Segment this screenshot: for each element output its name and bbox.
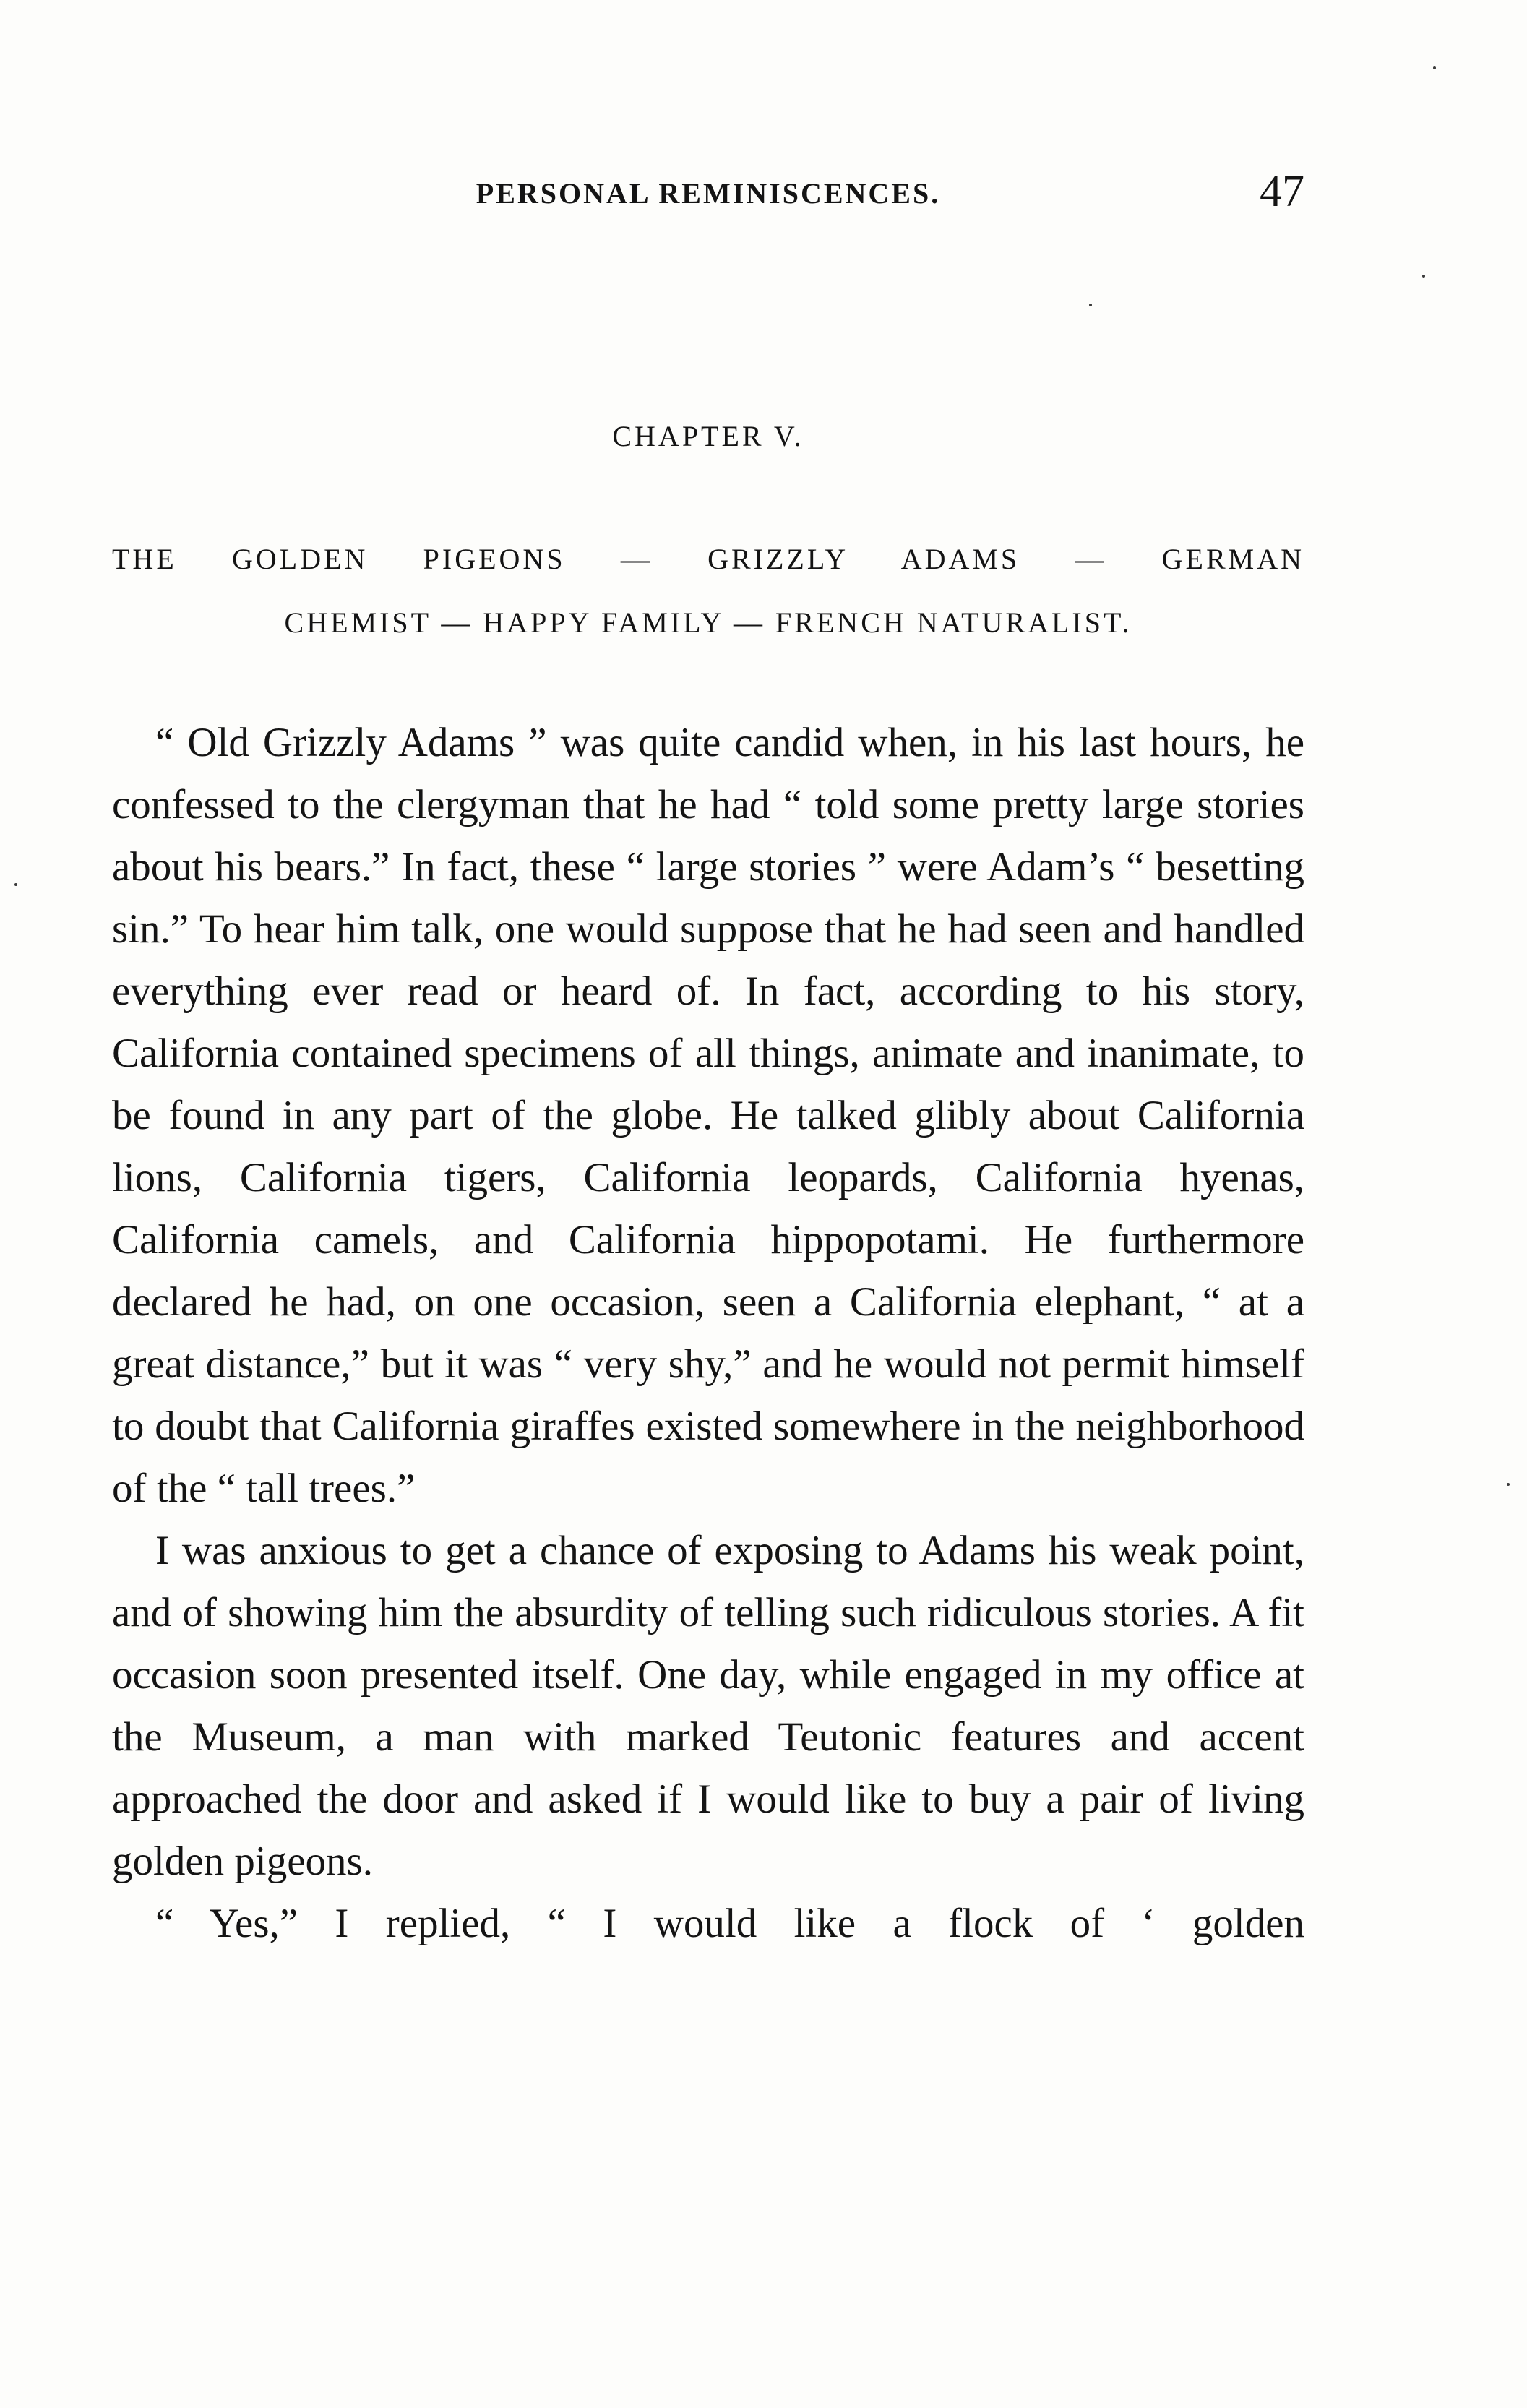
paragraph-2: I was anxious to get a chance of exposing to Adams his weak point, and of showing him the absurdity of telling such ridiculous stories. A fit occasion soon presented itself. One day, while engaged in my office at the Museum, a man with marked Teutonic features and accent approached the door and asked if I would like to buy a pair of living golden pigeons. bbox=[112, 1528, 1304, 1884]
paragraph-3: “ Yes,” I replied, “ I would like a flock of ‘ golden bbox=[155, 1901, 1304, 1946]
print-speck bbox=[1507, 1483, 1510, 1486]
chapter-subtitle-line-2: CHEMIST — HAPPY FAMILY — FRENCH NATURALIST. bbox=[284, 606, 1132, 639]
chapter-subtitle-line-1: THE GOLDEN PIGEONS — GRIZZLY ADAMS — GERMAN bbox=[112, 543, 1304, 575]
print-speck bbox=[14, 883, 17, 886]
print-speck bbox=[1422, 275, 1425, 278]
print-speck bbox=[1433, 66, 1436, 69]
chapter-title: CHAPTER V. bbox=[612, 420, 804, 452]
page-number: 47 bbox=[1260, 167, 1304, 216]
print-speck bbox=[1089, 304, 1092, 306]
body-text bbox=[112, 712, 1304, 1955]
running-head bbox=[112, 166, 1304, 217]
paragraph-1: “ Old Grizzly Adams ” was quite candid when, in his last hours, he confessed to the clergyman that he had “ told some pretty large stories about his bears.” In fact, these “ large stories ” were Adam’s “ besetting sin.” To hear him talk, one would suppose that he had seen and handled everything ever read or heard of. In fact, according to his story, California contained specimens of all things, animate and inanimate, to be found in any part of the globe. He talked glibly about California lions, California tigers, California leopards, California hyenas, California camels, and California hippopotami. He furthermore declared he had, on one occasion, seen a California elephant, “ at a great distance,” but it was “ very shy,” and he would not permit himself to doubt that California giraffes existed somewhere in the neighborhood of the “ tall trees.” bbox=[112, 720, 1304, 1511]
running-title: PERSONAL REMINISCENCES. bbox=[476, 177, 941, 210]
